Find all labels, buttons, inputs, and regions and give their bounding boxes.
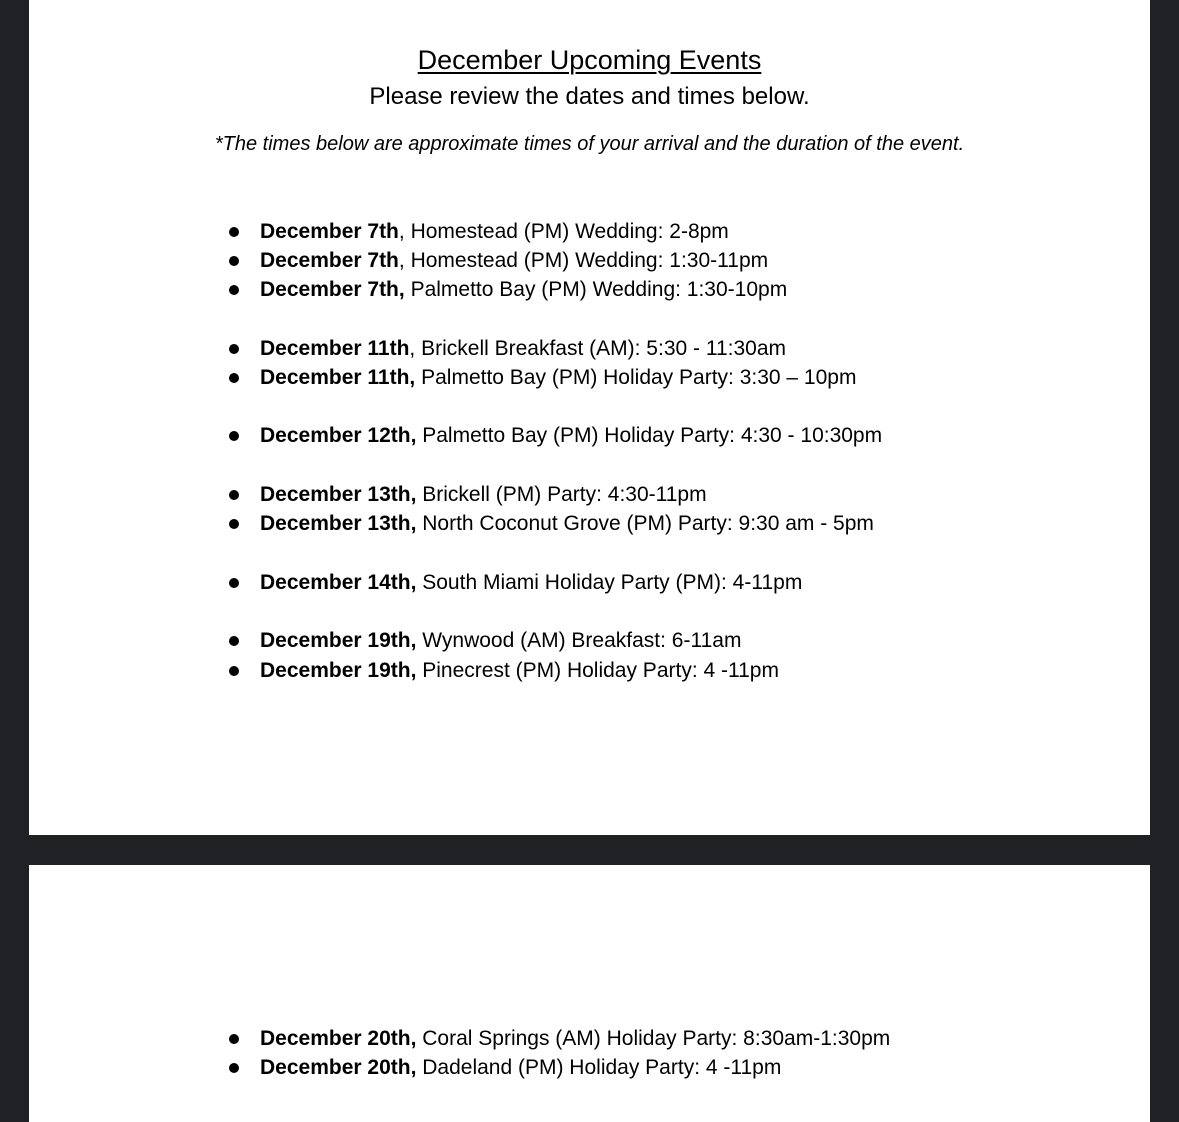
event-details: Dadeland (PM) Holiday Party: 4 -11pm <box>422 1056 782 1079</box>
event-date: December 13th, <box>260 512 417 535</box>
bullet-icon <box>229 373 239 383</box>
document-title: December Upcoming Events <box>417 45 762 75</box>
event-details: Pinecrest (PM) Holiday Party: 4 -11pm <box>422 659 779 682</box>
event-details: Brickell Breakfast (AM): 5:30 - 11:30am <box>421 337 786 360</box>
event-date: December 19th, <box>260 629 417 652</box>
bullet-icon <box>229 666 239 676</box>
bullet-icon <box>229 344 239 354</box>
event-details: Palmetto Bay (PM) Holiday Party: 4:30 - 10:30pm <box>422 424 883 447</box>
event-details: Palmetto Bay (PM) Wedding: 1:30-10pm <box>410 278 788 301</box>
event-details: Coral Springs (AM) Holiday Party: 8:30am-1:30pm <box>422 1027 891 1050</box>
document-subtitle: Please review the dates and times below. <box>369 83 810 110</box>
event-date: December 20th, <box>260 1027 417 1050</box>
bullet-icon <box>229 431 239 441</box>
event-date: December 13th, <box>260 483 417 506</box>
bullet-icon <box>229 1034 239 1044</box>
bullet-icon <box>229 519 239 529</box>
event-date: December 20th, <box>260 1056 417 1079</box>
event-date: December 11th <box>260 337 410 360</box>
arrival-time-note: *The times below are approximate times of your arrival and the duration of the event. <box>214 133 965 155</box>
bullet-icon <box>229 285 239 295</box>
event-date: December 12th, <box>260 424 417 447</box>
event-details: Brickell (PM) Party: 4:30-11pm <box>422 483 707 506</box>
event-details: North Coconut Grove (PM) Party: 9:30 am - 5pm <box>422 512 874 535</box>
event-date: December 14th, <box>260 571 417 594</box>
bullet-icon <box>229 490 239 500</box>
event-date: December 19th, <box>260 659 417 682</box>
event-date: December 11th, <box>260 366 416 389</box>
event-date: December 7th, <box>260 278 405 301</box>
bullet-icon <box>229 227 239 237</box>
event-details: Homestead (PM) Wedding: 2-8pm <box>410 220 729 243</box>
event-details: Wynwood (AM) Breakfast: 6-11am <box>422 629 742 652</box>
bullet-icon <box>229 636 239 646</box>
event-date: December 7th <box>260 220 399 243</box>
bullet-icon <box>229 256 239 266</box>
bullet-icon <box>229 578 239 588</box>
event-details: Palmetto Bay (PM) Holiday Party: 3:30 – 10pm <box>421 366 857 389</box>
document-page-2 <box>29 865 1150 1122</box>
bullet-icon <box>229 1063 239 1073</box>
event-details: South Miami Holiday Party (PM): 4-11pm <box>422 571 803 594</box>
event-date: December 7th <box>260 249 399 272</box>
document-page-1: December Upcoming Events Please review the dates and times below. *The times below are approximate times of your arrival and the duration of the event. December 7th, Homestead (PM) Wedding: 2-8pm December 7th, Homestead (PM) Wedding: 1:30-11pm December 7th, Palmetto Bay (PM) Wedding: 1:30-10pm December 11th, Brickell Breakfast (AM): 5:30 - 11:30am December 11th, Palmetto Bay (PM) Holiday Party: 3:30 – 10pm December 12th, Palmetto Bay (PM) Holiday Party: 4:30 - 10:30pm December 13th, Brickell (PM) Party: 4:30-11pm December 13th, North Coconut Grove (PM) Party: 9:30 am - 5pm December 14th, South Miami Holiday Party (PM): 4-11pm December 19th, Wynwood (AM) Breakfast: 6-11am December 19th, Pinecrest (PM) Holiday Party: 4 -11pm <box>29 0 1150 835</box>
event-details: Homestead (PM) Wedding: 1:30-11pm <box>410 249 769 272</box>
